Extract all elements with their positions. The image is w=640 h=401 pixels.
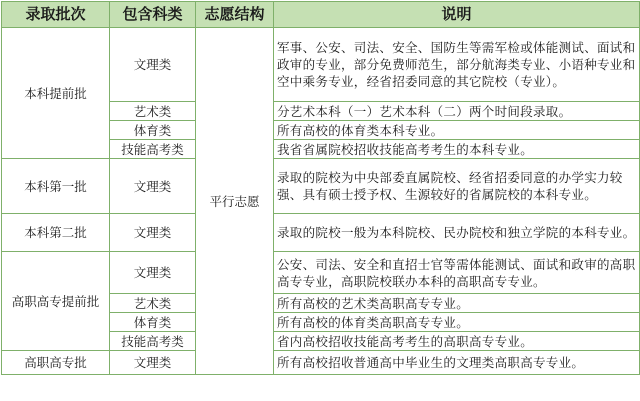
subject-cell: 艺术类 (110, 102, 196, 121)
batch-cell: 本科提前批 (2, 28, 110, 159)
description-cell: 所有高校的艺术类高职高专专业。 (274, 294, 640, 313)
subject-cell: 艺术类 (110, 294, 196, 313)
description-cell: 录取的院校为中央部委直属院校、经省招委同意的办学实力较强、具有硕士授予权、生源较好的省属院校的本科专业。 (274, 159, 640, 214)
description-cell: 军事、公安、司法、安全、国防生等需军检或体能测试、面试和政审的专业，部分免费师范生，部分航海类专业、小语种专业和空中乘务专业，经省招委同意的其它院校（专业）。 (274, 28, 640, 102)
description-cell: 省内高校招收技能高考考生的高职高专专业。 (274, 332, 640, 351)
subject-cell: 技能高考类 (110, 140, 196, 159)
subject-cell: 文理类 (110, 28, 196, 102)
header-structure: 志愿结构 (196, 2, 274, 28)
header-row (2, 2, 640, 28)
subject-cell: 文理类 (110, 214, 196, 252)
admission-table (1, 1, 640, 375)
description-cell: 公安、司法、安全和直招士官等需体能测试、面试和政审的高职高专专业，高职院校联办本科的高职高专专业。 (274, 252, 640, 294)
batch-cell: 高职高专提前批 (2, 252, 110, 351)
header-batch: 录取批次 (2, 2, 110, 28)
table-row (2, 28, 640, 102)
plan-cell: 平行志愿 (196, 28, 274, 375)
description-cell: 分艺术本科（一）艺术本科（二）两个时间段录取。 (274, 102, 640, 121)
table-row (2, 214, 640, 252)
batch-cell: 高职高专批 (2, 351, 110, 375)
header-subject: 包含科类 (110, 2, 196, 28)
table-row (2, 351, 640, 375)
description-cell: 所有高校的体育类高职高专专业。 (274, 313, 640, 332)
description-cell: 我省省属院校招收技能高考考生的本科专业。 (274, 140, 640, 159)
description-cell: 所有高校招收普通高中毕业生的文理类高职高专专业。 (274, 351, 640, 375)
table-row (2, 159, 640, 214)
subject-cell: 体育类 (110, 313, 196, 332)
subject-cell: 文理类 (110, 252, 196, 294)
subject-cell: 体育类 (110, 121, 196, 140)
batch-cell: 本科第一批 (2, 159, 110, 214)
batch-cell: 本科第二批 (2, 214, 110, 252)
subject-cell: 文理类 (110, 159, 196, 214)
subject-cell: 技能高考类 (110, 332, 196, 351)
table-row (2, 252, 640, 294)
subject-cell: 文理类 (110, 351, 196, 375)
description-cell: 所有高校的体育类本科专业。 (274, 121, 640, 140)
header-description: 说明 (274, 2, 640, 28)
description-cell: 录取的院校一般为本科院校、民办院校和独立学院的本科专业。 (274, 214, 640, 252)
